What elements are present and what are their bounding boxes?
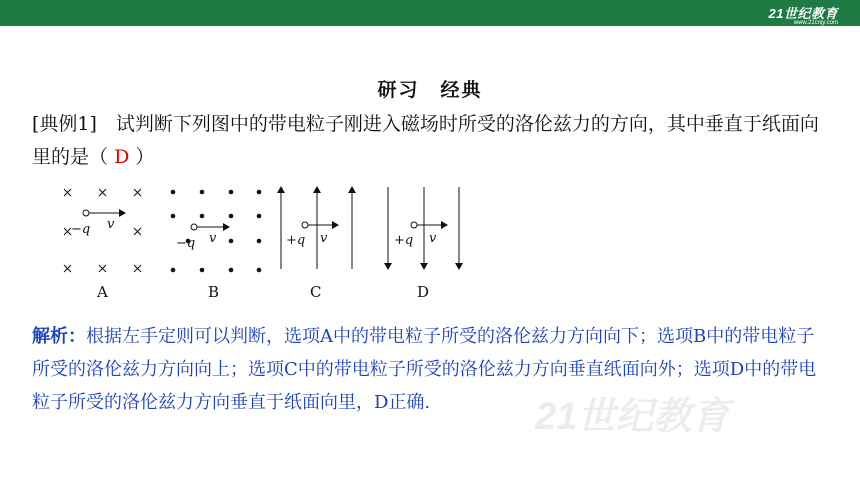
charge-label-a: −q	[71, 222, 91, 237]
velocity-label-a: v	[107, 217, 115, 232]
question-suffix: ）	[135, 146, 155, 168]
figure-label-c: C	[310, 283, 322, 301]
velocity-label-c: v	[320, 231, 328, 246]
watermark-logo: 21世纪教育	[535, 396, 730, 438]
brand-logo	[769, 3, 838, 26]
field-lines-down	[388, 187, 459, 269]
answer-letter: D	[114, 146, 130, 168]
question-prefix: [典例1]	[32, 113, 97, 135]
analysis-label: 解析：	[32, 326, 86, 347]
question-body: 试判断下列图中的带电粒子刚进入磁场时所受的洛伦兹力的方向，其中垂直于纸面向里的是（	[32, 113, 819, 168]
magnetic-field-figures	[55, 183, 475, 303]
section-title: 研习 经典	[377, 79, 483, 101]
figure-label-b: B	[208, 283, 220, 301]
charge-label-d: +q	[394, 233, 414, 248]
figure-c	[281, 187, 352, 301]
logo-url: www.21cnjy.com	[793, 20, 838, 26]
figure-label-a: A	[97, 283, 108, 301]
header-bar	[0, 0, 860, 26]
figure-d	[388, 187, 459, 301]
velocity-label-d: v	[429, 231, 437, 246]
figure-b	[171, 190, 262, 301]
question-text	[32, 108, 822, 174]
charge-label-c: +q	[286, 233, 306, 248]
figure-label-d: D	[417, 283, 430, 301]
analysis-text: 根据左手定则可以判断，选项A中的带电粒子所受的洛伦兹力方向向下；选项B中的带电粒子所受的洛伦兹力方向向上；选项C中的带电粒子所受的洛伦兹力方向垂直纸面向外；选项D中的带电粒子所受的洛伦兹力方向垂直于纸面向里，D正确.	[32, 326, 817, 413]
figure-a	[64, 189, 141, 301]
field-lines-up	[281, 187, 352, 269]
velocity-label-b: v	[209, 231, 217, 246]
logo-text: 21世纪教育	[768, 6, 838, 21]
charge-label-b: −q	[176, 236, 196, 251]
